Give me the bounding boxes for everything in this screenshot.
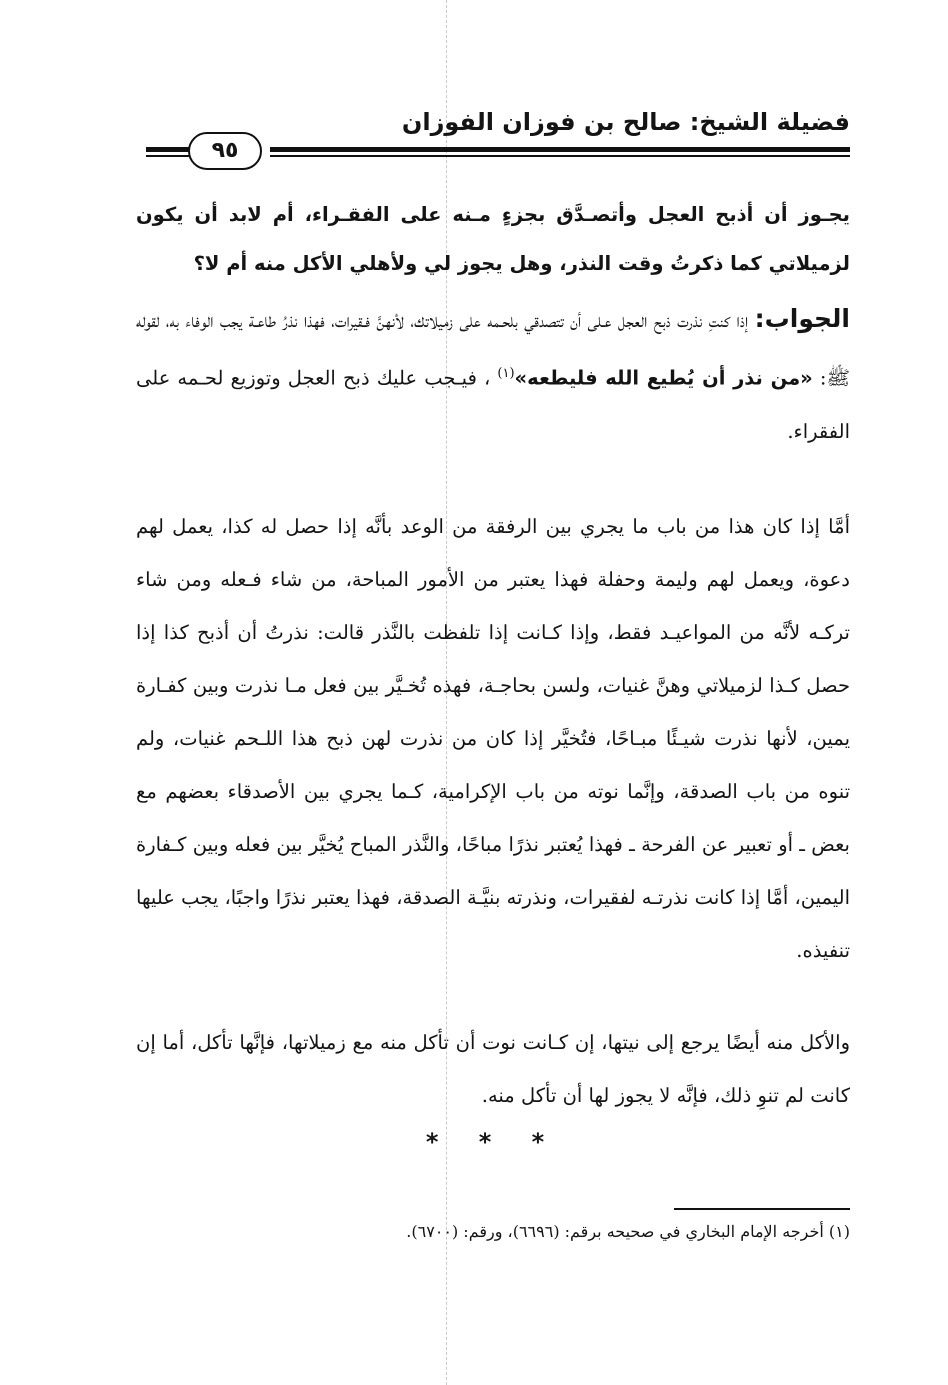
- second-paragraph: أمَّا إذا كان هذا من باب ما يجري بين الرفقة من الوعد بأنَّه إذا حصل له كذا، يعمل لهم دعوة، ويعمل لهم وليمة وحفلة فهذا يعتبر من الأمور المباحة، من شاء فـعله ومن شاء تركـه لأنَّه من المواعيـد فقط، وإذا كـانت إذا تلفظت بالنَّذر قالت: نذرتُ أن أذبح كذا إذا حصل كـذا لزميلاتي وهنَّ غنيات، ولسن بحاجـة، فهذه تُخـيَّر بين فعل مـا نذرت وبين كفـارة يمين، لأنها نذرت شيـئًا مبـاحًا، فتُخيَّر إذا كان من نذرت لهن ذبح هذا اللـحم غنيات، ولم تنوه من باب الصدقة، وإنَّما نوته من باب الإكرامية، كـما يجري بين الأصدقاء بعضهم مع بعض ـ أو تعبير عن الفرحة ـ فهذا يُعتبر نذرًا مباحًا، والنَّذر المباح يُخيَّر بين فعله وبين كـفارة اليمين، أمَّا إذا كانت نذرتـه لفقيرات، ونذرته بنيَّـة الصدقة، فهذا يعتبر نذرًا واجبًا، يجب عليها تنفيذه.: [136, 515, 850, 962]
- answer-label: الجواب:: [754, 304, 850, 333]
- footnote-rule: [674, 1208, 850, 1210]
- footnote-reference: (١): [497, 366, 515, 381]
- hadith-quote: «من نذر أن يُطيع الله فليطعه»: [514, 366, 813, 390]
- header-rule-left-thick: [146, 147, 192, 152]
- third-paragraph: والأكل منه أيضًا يرجع إلى نيتها، إن كـانت نوت أن تأكل منه مع زميلاتها، فإنَّها تأكل، أما إن كانت لم تنوِ ذلك، فإنَّه لا يجوز لها أن تأكل منه.: [136, 1031, 850, 1107]
- header-rule-thick: [270, 147, 850, 152]
- answer-text-end: ، فيـجب عليك ذبح العجل وتوزيع لحـمه على الفقراء.: [136, 366, 850, 443]
- page-number: ٩٥: [188, 132, 262, 170]
- header-rule-thin: [270, 155, 850, 157]
- answer-text-start: إذا كنتِ نذرت ذبح العجل عـلى أن تتصدقي بلحـمه على زميلاتك، لأنهنَّ فـقيرات، فهذا نذرُ طاعـة يجب الوفاء به، لقوله ﷺ:: [136, 309, 851, 390]
- section-separator: * * *: [425, 1128, 561, 1156]
- running-header-title: فضيلة الشيخ: صالح بن فوزان الفوزان: [401, 108, 850, 136]
- header-rule-left-thin: [146, 155, 192, 157]
- footnote-text: (١) أخرجه الإمام البخاري في صحيحه برقم: (٦٦٩٦)، ورقم: (٦٧٠٠).: [406, 1222, 850, 1241]
- question-text: يجـوز أن أذبح العجل وأتصـدَّق بجزءٍ مـنه على الفقـراء، أم لابد أن يكون لزميلاتي كما ذكرتُ وقت النذر، وهل يجوز لي ولأهلي الأكل منه أم لا؟: [136, 203, 850, 275]
- answer-paragraph: [136, 292, 850, 458]
